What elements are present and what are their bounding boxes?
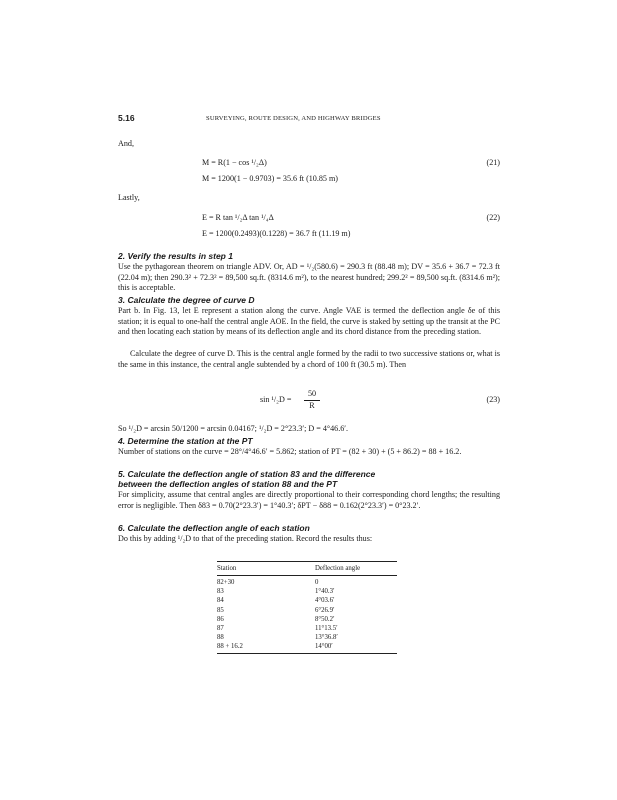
step-5-body: For simplicity, assume that central angles are directly proportional to their corresponding chord lengths; the resulting error is negligible. Then δ83 = 0.70(2°23.3′) = 1°40.3′; δPT − δ88 = 0.162(2°23.3′) = 0°23.2′. (118, 490, 500, 510)
table-row (217, 615, 397, 624)
step-6-heading: 6. Calculate the deflection angle of each station (118, 523, 310, 533)
station-cell: 84 (217, 597, 224, 605)
step-3-heading: 3. Calculate the degree of curve D (118, 295, 255, 305)
station-cell: 87 (217, 625, 224, 633)
table-row (217, 576, 397, 588)
station-cell: 88 (217, 634, 224, 642)
table-row (217, 633, 397, 642)
deflection-cell: 11°13.5′ (315, 625, 338, 633)
station-cell: 86 (217, 615, 224, 623)
page-header (118, 113, 500, 125)
deflection-cell: 4°03.6′ (315, 597, 335, 605)
table-row (217, 587, 397, 596)
equation-23-number: (23) (486, 395, 500, 404)
deflection-cell: 1°40.3′ (315, 588, 335, 596)
step-3-paragraph-1: Part b. In Fig. 13, let E represent a station along the curve. Angle VAE is termed the deflection angle δe of this station; it is equal to one-half the central angle AOE. In the field, the curve is staked by setting up the transit at the PC and then locating each station by means of its deflection angle and its chord distance from the preceding station. (118, 306, 500, 337)
step-4-heading: 4. Determine the station at the PT (118, 436, 253, 446)
station-cell: 83 (217, 588, 224, 596)
equation-23-fraction (304, 389, 320, 411)
step-6-body: Do this by adding ¹/₂D to that of the preceding station. Record the results thus: (118, 534, 373, 543)
step-3-result: So ¹/₂D = arcsin 50/1200 = arcsin 0.04167; ¹/₂D = 2°23.3′; D = 4°46.6′. (118, 424, 349, 433)
equation-23-denominator: R (309, 400, 315, 410)
step-5-heading-line-1: 5. Calculate the deflection angle of station 83 and the difference (118, 469, 376, 479)
deflection-cell: 13°36.8′ (315, 634, 338, 642)
page-number: 5.16 (118, 113, 135, 123)
step-3-paragraph-2: Calculate the degree of curve D. This is the central angle formed by the radii to two successive stations or, what is the same in this instance, the central angle subtended by a chord of 100 ft (30.5 m). Then (118, 349, 500, 369)
column-header-station: Station (217, 562, 315, 576)
deflection-cell: 0 (315, 579, 319, 587)
station-cell: 85 (217, 606, 224, 614)
deflection-cell: 6°26.9′ (315, 606, 335, 614)
deflection-cell: 8°50.2′ (315, 615, 335, 623)
equation-22-number: (22) (486, 213, 500, 222)
table-row (217, 642, 397, 653)
equation-23-lhs: sin ¹/₂D = (260, 395, 292, 404)
equation-21-number: (21) (486, 158, 500, 167)
equation-21-line2: M = 1200(1 − 0.9703) = 35.6 ft (10.85 m) (202, 174, 338, 183)
deflection-cell: 14°00′ (315, 642, 397, 653)
step-2-body: Use the pythagorean theorem on triangle ADV. Or, AD = ¹/₂(580.6) = 290.3 ft (88.48 m); DV = 35.6 + 36.7 = 72.3 ft (22.04 m); then 290.3² + 72.3² = 89,500 sq.ft. (8314.6 m²), to the nearest hundred; 299.2² = 89,500 sq.ft. (8314.6 m²); this is acceptable. (118, 262, 500, 293)
table-header-row (217, 562, 397, 576)
station-cell: 88 + 16.2 (217, 642, 315, 653)
lastly-label: Lastly, (118, 193, 140, 202)
equation-22-line1: E = R tan ¹/₂Δ tan ¹/₄Δ (202, 213, 274, 222)
step-5-heading-line-2: between the deflection angles of station 88 and the PT (118, 479, 338, 489)
step-4-body: Number of stations on the curve = 28°/4°46.6′ = 5.862; station of PT = (82 + 30) + (5 + 86.2) = 88 + 16.2. (118, 447, 462, 456)
step-2-heading: 2. Verify the results in step 1 (118, 251, 233, 261)
deflection-angle-table (217, 561, 397, 654)
table-row (217, 596, 397, 605)
equation-23-numerator: 50 (304, 389, 320, 401)
table-row (217, 624, 397, 633)
and-label: And, (118, 139, 134, 148)
table-row (217, 606, 397, 615)
equation-21-line1: M = R(1 − cos ¹/₂Δ) (202, 158, 267, 167)
running-title: SURVEYING, ROUTE DESIGN, AND HIGHWAY BRIDGES (206, 115, 381, 122)
column-header-deflection-angle: Deflection angle (315, 562, 397, 576)
station-cell: 82+30 (217, 579, 235, 587)
equation-22-line2: E = 1200(0.2493)(0.1228) = 36.7 ft (11.19 m) (202, 229, 351, 238)
